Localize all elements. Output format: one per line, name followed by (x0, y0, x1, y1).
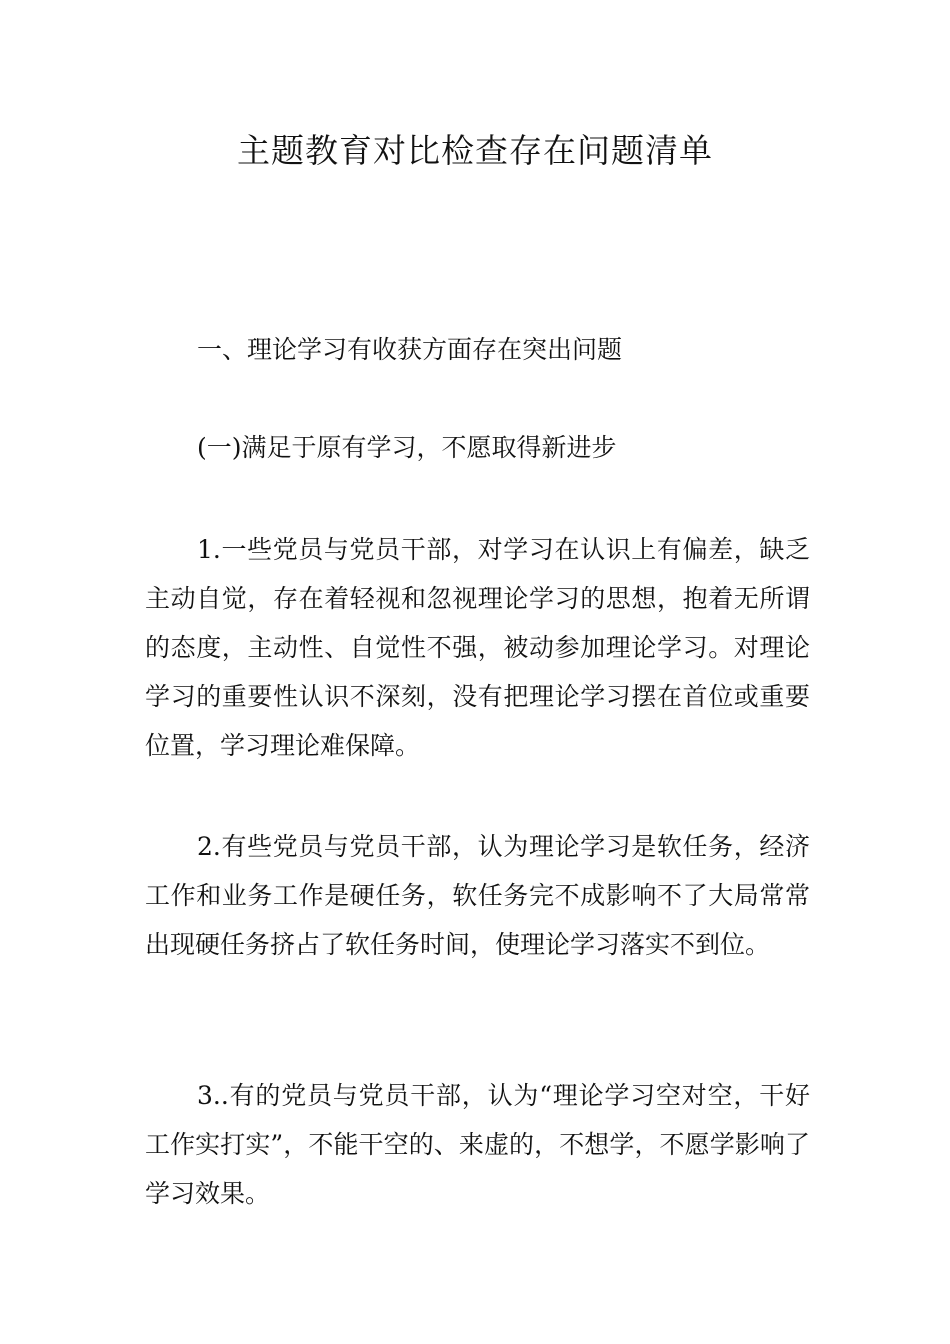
paragraph-1: 1.一些党员与党员干部，对学习在认识上有偏差，缺乏主动自觉，存在着轻视和忽视理论学习的思想，抱着无所谓的态度，主动性、自觉性不强，被动参加理论学习。对理论学习的重要性认识不深刻，没有把理论学习摆在首位或重要位置，学习理论难保障。 (145, 535, 810, 760)
paragraph-3: 3..有的党员与党员干部，认为“理论学习空对空，干好工作实打实”，不能干空的、来虚的，不想学，不愿学影响了学习效果。 (145, 1081, 810, 1208)
section-heading: 一、理论学习有收获方面存在突出问题 (197, 335, 623, 364)
document-title: 主题教育对比检查存在问题清单 (237, 131, 713, 170)
paragraph-2: 2.有些党员与党员干部，认为理论学习是软任务，经济工作和业务工作是硬任务，软任务完不成影响不了大局常常出现硬任务挤占了软任务时间，使理论学习落实不到位。 (145, 832, 810, 959)
subsection-heading: (一)满足于原有学习，不愿取得新进步 (197, 433, 617, 462)
